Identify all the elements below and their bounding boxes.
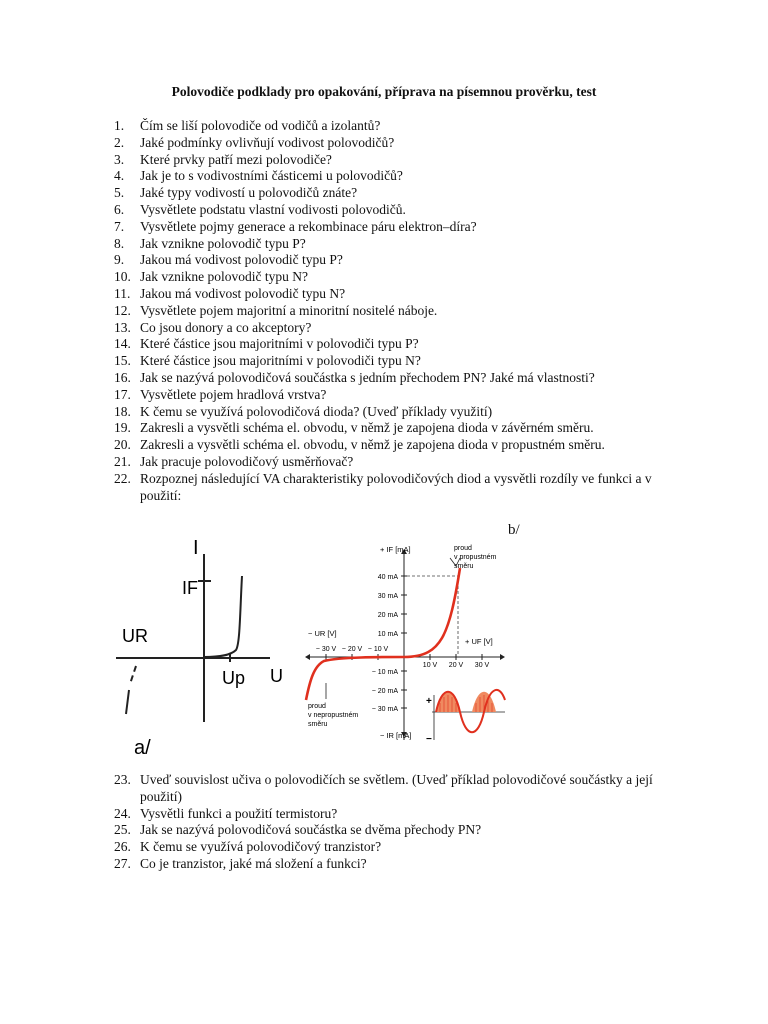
figure-b-xtick: 20 V (448, 662, 464, 669)
question-item (114, 353, 674, 370)
question-item (114, 286, 674, 303)
question-text: Vysvětli funkci a použití termistoru? (140, 805, 338, 821)
question-item (114, 185, 674, 202)
question-item (114, 454, 674, 471)
question-item (114, 822, 674, 839)
question-text: Co je tranzistor, jaké má složení a funkci? (140, 855, 367, 871)
question-item (114, 772, 674, 806)
question-text: Vysvětlete pojem majoritní a minoritní nositelé náboje. (140, 302, 438, 318)
question-text: Čím se liší polovodiče od vodičů a izolantů? (140, 118, 381, 133)
question-number: 12. (114, 302, 131, 318)
figure-b-ytick: − 30 mA (371, 706, 398, 713)
question-number: 15. (114, 353, 131, 369)
question-number: 10. (114, 269, 131, 285)
question-item (114, 437, 674, 454)
question-text: Které prvky patří mezi polovodiče? (140, 151, 332, 167)
figure-b-va-characteristic (300, 540, 510, 752)
question-text: Vysvětlete pojmy generace a rekombinace páru elektron–díra? (140, 218, 477, 234)
figure-a-I-label: I (193, 537, 199, 559)
figure-a-va-characteristic (112, 532, 302, 762)
question-number: 4. (114, 168, 125, 184)
figure-a-label: a/ (134, 737, 151, 759)
question-item (114, 202, 674, 219)
question-number: 16. (114, 369, 131, 385)
figure-a-UR-label: UR (122, 626, 148, 646)
question-text: Jaké typy vodivostí u polovodičů znáte? (140, 185, 358, 201)
question-number: 18. (114, 403, 131, 419)
question-text: Vysvětlete pojem hradlová vrstva? (140, 386, 327, 402)
question-item (114, 320, 674, 337)
figure-b-x-axis-neg-label: − UR [V] (308, 629, 337, 638)
question-list-part1 (114, 118, 674, 504)
question-text: Které částice jsou majoritními v polovodiči typu P? (140, 336, 419, 352)
question-number: 8. (114, 235, 125, 251)
question-item (114, 856, 674, 873)
figure-b-ytick: 40 mA (377, 574, 398, 581)
figure-b-ytick: 20 mA (377, 612, 398, 619)
question-text: Jak vznikne polovodič typu N? (140, 269, 308, 285)
question-number: 27. (114, 855, 131, 871)
question-text: Jak se nazývá polovodičová součástka se dvěma přechody PN? (140, 822, 482, 838)
question-number: 19. (114, 420, 131, 436)
question-text: Zakresli a vysvětli schéma el. obvodu, v němž je zapojena dioda v závěrném směru. (140, 420, 594, 436)
question-number: 5. (114, 185, 125, 201)
question-number: 26. (114, 839, 131, 855)
question-item (114, 404, 674, 421)
question-text: K čemu se využívá polovodičová dioda? (Uveď příklady využití) (140, 403, 493, 419)
question-number: 3. (114, 151, 125, 167)
question-item (114, 387, 674, 404)
figure-b-label: b/ (508, 522, 520, 538)
question-item (114, 152, 674, 169)
question-item (114, 269, 674, 286)
figure-b-ytick: − 20 mA (371, 688, 398, 695)
question-item (114, 806, 674, 823)
page-title: Polovodiče podklady pro opakování, příprava na písemnou prověrku, test (171, 84, 597, 99)
question-number: 21. (114, 453, 131, 469)
figure-b-wave-plus: + (426, 696, 432, 707)
figure-b-xtick: − 20 V (341, 646, 363, 653)
question-item (114, 252, 674, 269)
question-item (114, 471, 674, 505)
question-item (114, 370, 674, 387)
question-number: 22. (114, 470, 131, 486)
question-text: Jak pracuje polovodičový usměrňovač? (140, 453, 354, 469)
figure-b-xtick: − 10 V (367, 646, 389, 653)
figure-b-forward-note: směru (454, 563, 474, 570)
question-text: K čemu se využívá polovodičový tranzistor? (140, 839, 382, 855)
question-number: 6. (114, 201, 125, 217)
figure-b-xtick: 10 V (422, 662, 438, 669)
figure-a-U-label: U (270, 666, 283, 686)
figure-b-ytick: 10 mA (377, 631, 398, 638)
figure-b-xtick: − 30 V (315, 646, 337, 653)
figure-a-Up-label: Up (222, 668, 246, 688)
question-number: 7. (114, 218, 125, 234)
question-number: 11. (114, 285, 131, 301)
question-item (114, 118, 674, 135)
question-text: Jakou má vodivost polovodič typu P? (140, 252, 343, 268)
question-item (114, 303, 674, 320)
question-text: Co jsou donory a co akceptory? (140, 319, 312, 335)
figure-a-IF-label: IF (182, 578, 198, 598)
figure-b-reverse-note: směru (308, 721, 328, 728)
question-item (114, 168, 674, 185)
figure-b-reverse-note: v nepropustném (308, 712, 359, 719)
figure-b-wave-minus: − (426, 734, 432, 745)
question-text: Rozpoznej následující VA charakteristiky polovodičových diod a vysvětli rozdíly ve funkci a v použití: (140, 470, 652, 503)
question-text: Jak je to s vodivostními částicemi u polovodičů? (140, 168, 403, 184)
figure-b-reverse-note: proud (308, 703, 326, 710)
question-item (114, 219, 674, 236)
question-item (114, 336, 674, 353)
question-text: Které částice jsou majoritními v polovodiči typu N? (140, 353, 421, 369)
question-item (114, 839, 674, 856)
question-number: 17. (114, 386, 131, 402)
question-item (114, 420, 674, 437)
figure-b-xtick: 30 V (474, 662, 490, 669)
question-number: 9. (114, 252, 125, 268)
question-text: Jak vznikne polovodič typu P? (140, 235, 306, 251)
question-number: 14. (114, 336, 131, 352)
figure-b-ytick: 30 mA (377, 593, 398, 600)
question-number: 20. (114, 437, 131, 453)
question-number: 13. (114, 319, 131, 335)
figure-b-y-axis-neg-label: − IR [mA] (380, 731, 412, 740)
figure-b-x-axis-pos-label: + UF [V] (465, 637, 493, 646)
question-text: Uveď souvislost učiva o polovodičích se světlem. (Uveď příklad polovodičové součástky a její použití) (140, 772, 653, 804)
figure-b-y-axis-pos-label: + IF [mA] (380, 545, 411, 554)
question-number: 2. (114, 134, 125, 150)
question-number: 24. (114, 805, 131, 821)
question-text: Jaké podmínky ovlivňují vodivost polovodičů? (140, 134, 395, 150)
figure-b-forward-note: proud (454, 545, 472, 552)
figure-b-ytick: − 10 mA (371, 669, 398, 676)
figure-b-forward-note: v propustném (454, 554, 497, 561)
question-text: Jakou má vodivost polovodič typu N? (140, 285, 346, 301)
question-item (114, 135, 674, 152)
question-list-part2 (114, 772, 674, 873)
question-item (114, 236, 674, 253)
question-number: 23. (114, 772, 131, 787)
question-number: 1. (114, 118, 125, 133)
question-text: Zakresli a vysvětli schéma el. obvodu, v němž je zapojena dioda v propustném směru. (140, 437, 605, 453)
question-text: Jak se nazývá polovodičová součástka s jedním přechodem PN? Jaké má vlastnosti? (140, 369, 595, 385)
question-number: 25. (114, 822, 131, 838)
question-text: Vysvětlete podstatu vlastní vodivosti polovodičů. (140, 201, 406, 217)
